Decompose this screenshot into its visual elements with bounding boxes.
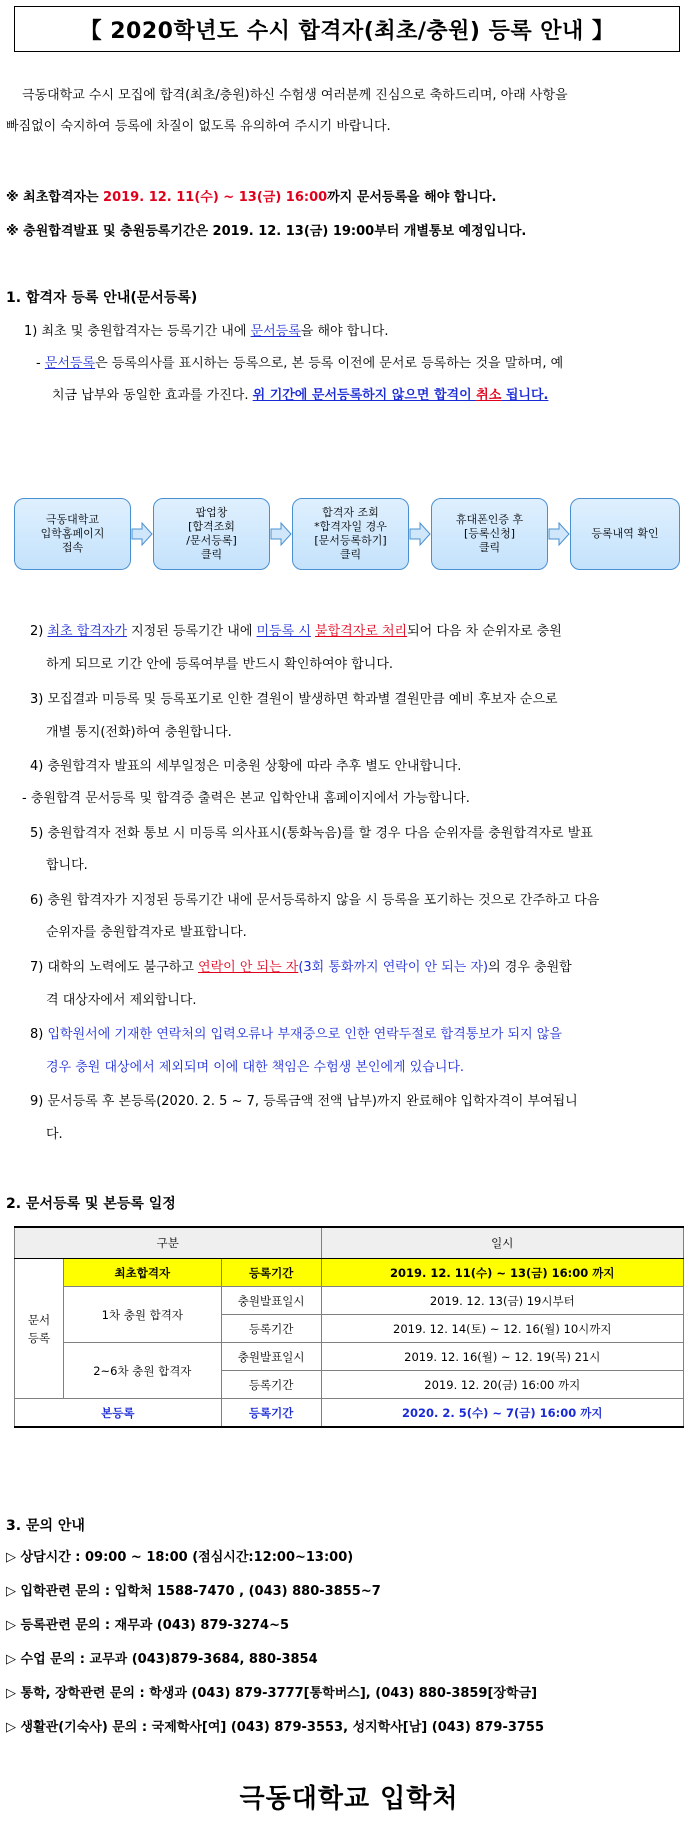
item-2-line-1 bbox=[30, 622, 562, 642]
item-4-line-1: 4) 충원합격자 발표의 세부일정은 미충원 상황에 따라 추후 별도 안내합니다. bbox=[30, 759, 462, 774]
item-5-line-1: 5) 충원합격자 전화 통보 시 미등록 의사표시(통화녹음)를 할 경우 다음 순위자를 충원합격자로 발표 bbox=[30, 826, 593, 841]
contact-registration: ▷ 등록관련 문의 : 재무과 (043) 879-3274~5 bbox=[6, 1618, 290, 1633]
item-6-line-1: 6) 충원 합격자가 지정된 등록기간 내에 문서등록하지 않을 시 등록을 포기하는 것으로 간주하고 다음 bbox=[30, 893, 600, 908]
item-3-line-1: 3) 모집결과 미등록 및 등록포기로 인한 결원이 발생하면 학과별 결원만큼 예비 후보자 순으로 bbox=[30, 692, 558, 707]
flow-step-text: 접속 bbox=[61, 541, 84, 554]
cell-date: 2019. 12. 20(금) 16:00 까지 bbox=[321, 1371, 683, 1399]
cell-type: 충원발표일시 bbox=[221, 1287, 321, 1315]
notice-supplementary: ※ 충원합격발표 및 충원등록기간은 2019. 12. 13(금) 19:00부터 개별통보 예정입니다. bbox=[6, 224, 527, 239]
cancel-warning: 취소 bbox=[476, 388, 502, 403]
item-text: 1) 최초 및 충원합격자는 등록기간 내에 bbox=[24, 324, 251, 339]
notice-text: ※ 최초합격자는 bbox=[6, 190, 104, 205]
doc-registration-link[interactable]: 문서등록 bbox=[250, 324, 301, 339]
contact-academic: ▷ 수업 문의 : 교무과 (043)879-3684, 880-3854 bbox=[6, 1652, 318, 1667]
cell-category: 본등록 bbox=[15, 1399, 222, 1428]
cell-type: 등록기간 bbox=[221, 1259, 321, 1287]
header-ilsi: 일시 bbox=[321, 1227, 683, 1259]
flow-step-1 bbox=[14, 498, 131, 570]
arrow-right-icon bbox=[409, 522, 431, 546]
item-5-line-2: 합니다. bbox=[46, 858, 88, 873]
contact-student-affairs: ▷ 통학, 장학관련 문의 : 학생과 (043) 879-3777[통학버스], (043) 880-3859[장학금] bbox=[6, 1686, 538, 1701]
cell-category: 최초합격자 bbox=[63, 1259, 221, 1287]
footer-signature: 극동대학교 입학처 bbox=[239, 1784, 459, 1814]
table-row bbox=[15, 1259, 684, 1287]
contact-admission: ▷ 입학관련 문의 : 입학처 1588-7470 , (043) 880-3855~7 bbox=[6, 1584, 381, 1599]
intro-line-2: 빠짐없이 숙지하여 등록에 차질이 없도록 유의하여 주시기 바랍니다. bbox=[6, 119, 391, 134]
flow-step-3 bbox=[292, 498, 409, 570]
flow-step-text: 팝업창 bbox=[195, 506, 228, 519]
cell-date: 2020. 2. 5(수) ~ 7(금) 16:00 까지 bbox=[321, 1399, 683, 1428]
arrow-right-icon bbox=[270, 522, 292, 546]
flow-step-text: 클릭 bbox=[478, 541, 501, 554]
cell-date: 2019. 12. 13(금) 19시부터 bbox=[321, 1287, 683, 1315]
contact-dormitory: ▷ 생활관(기숙사) 문의 : 국제학사[여] (043) 879-3553, 성지학사[남] (043) 879-3755 bbox=[6, 1720, 545, 1735]
item-text: 7) 대학의 노력에도 불구하고 bbox=[30, 960, 199, 975]
item-text: 되어 다음 차 순위자로 충원 bbox=[407, 624, 562, 639]
page-title: 【 2020학년도 수시 합격자(최초/충원) 등록 안내 】 bbox=[14, 6, 680, 52]
schedule-table bbox=[14, 1226, 684, 1428]
cell-type: 등록기간 bbox=[221, 1371, 321, 1399]
flow-step-text: 클릭 bbox=[339, 548, 362, 561]
item-text: 의 경우 충원합 bbox=[488, 960, 572, 975]
cell-type: 등록기간 bbox=[221, 1315, 321, 1343]
section1-detail-1 bbox=[36, 354, 563, 374]
warning-text: 됩니다. bbox=[501, 388, 549, 403]
section3-heading: 3. 문의 안내 bbox=[6, 1518, 85, 1534]
notice-deadline: 2019. 12. 11(수) ~ 13(금) 16:00 bbox=[103, 190, 328, 205]
cell-date: 2019. 12. 16(월) ~ 12. 19(목) 21시 bbox=[321, 1343, 683, 1371]
cell-category: 2~6차 충원 합격자 bbox=[63, 1343, 221, 1399]
item-7-line-1 bbox=[30, 958, 572, 978]
flow-step-text: 입학홈페이지 bbox=[40, 527, 105, 540]
item-2-line-2: 하게 되므로 기간 안에 등록여부를 반드시 확인하여야 합니다. bbox=[46, 657, 394, 672]
item-9-line-1: 9) 문서등록 후 본등록(2020. 2. 5 ~ 7, 등록금액 전액 납부)까지 완료해야 입학자격이 부여됩니 bbox=[30, 1094, 578, 1109]
item-9-line-2: 다. bbox=[46, 1127, 63, 1142]
table-header-row bbox=[15, 1227, 684, 1259]
item-text: - bbox=[36, 356, 45, 371]
flow-step-text: 클릭 bbox=[200, 548, 223, 561]
flow-step-4 bbox=[431, 498, 548, 570]
flow-step-text: [등록신청] bbox=[463, 527, 516, 540]
cell-type: 등록기간 bbox=[221, 1399, 321, 1428]
flow-step-text: *합격자일 경우 bbox=[314, 520, 387, 533]
cell-date: 2019. 12. 11(수) ~ 13(금) 16:00 까지 bbox=[321, 1259, 683, 1287]
table-row bbox=[15, 1287, 684, 1315]
unreachable-note: (3회 통화까지 연락이 안 되는 자) bbox=[298, 960, 489, 975]
item-8-line-2: 경우 충원 대상에서 제외되며 이에 대한 책임은 수험생 본인에게 있습니다. bbox=[46, 1060, 465, 1075]
header-gubun: 구분 bbox=[15, 1227, 322, 1259]
contact-warning: 입학원서에 기재한 연락처의 입력오류나 부재중으로 인한 연락두절로 합격통보가 되지 않을 bbox=[47, 1027, 562, 1042]
group-label-1: 문서 bbox=[27, 1312, 51, 1327]
intro-line-1: 극동대학교 수시 모집에 합격(최초/충원)하신 수험생 여러분께 진심으로 축하드리며, 아래 사항을 bbox=[22, 88, 568, 103]
table-row bbox=[15, 1343, 684, 1371]
notice-text: 까지 문서등록을 해야 합니다. bbox=[327, 190, 497, 205]
doc-registration-link[interactable]: 문서등록 bbox=[44, 356, 96, 371]
arrow-right-icon bbox=[131, 522, 153, 546]
flow-step-text: 합격자 조회 bbox=[322, 506, 379, 519]
flow-step-text: /문서등록] bbox=[186, 534, 237, 547]
flow-step-5 bbox=[570, 498, 680, 570]
item-7-line-2: 격 대상자에서 제외합니다. bbox=[46, 993, 197, 1008]
section1-item-1 bbox=[24, 322, 389, 342]
contact-hours: ▷ 상담시간 : 09:00 ~ 18:00 (점심시간:12:00~13:00) bbox=[6, 1550, 354, 1565]
flow-step-text: 등록내역 확인 bbox=[591, 527, 659, 540]
cell-category: 1차 충원 합격자 bbox=[63, 1287, 221, 1343]
item-text: 2) bbox=[30, 624, 48, 639]
arrow-right-icon bbox=[548, 522, 570, 546]
item-8-line-1 bbox=[30, 1025, 562, 1045]
flow-step-text: [문서등록하기] bbox=[314, 534, 387, 547]
flow-step-text: 휴대폰인증 후 bbox=[455, 513, 524, 526]
item-3-line-2: 개별 통지(전화)하여 충원합니다. bbox=[46, 725, 232, 740]
group-doc-registration bbox=[15, 1259, 64, 1399]
item-text: 은 등록의사를 표시하는 등록으로, 본 등록 이전에 문서로 등록하는 것을 말하며, 예 bbox=[95, 356, 564, 371]
notice-first-round bbox=[6, 188, 496, 208]
warning-text: 위 기간에 문서등록하지 않으면 합격이 bbox=[252, 388, 477, 403]
section1-detail-2 bbox=[52, 386, 548, 406]
item-6-line-2: 순위자를 충원합격자로 발표합니다. bbox=[46, 925, 247, 940]
section1-heading: 1. 합격자 등록 안내(문서등록) bbox=[6, 290, 198, 306]
table-row bbox=[15, 1399, 684, 1428]
item-4-line-2: - 충원합격 문서등록 및 합격증 출력은 본교 입학안내 홈페이지에서 가능합니다. bbox=[22, 791, 470, 806]
item-text: 을 해야 합니다. bbox=[300, 324, 389, 339]
first-round-highlight: 최초 합격자가 bbox=[47, 624, 127, 639]
flow-step-2 bbox=[153, 498, 270, 570]
fail-highlight: 불합격자로 처리 bbox=[315, 624, 408, 639]
flow-step-text: [합격조회 bbox=[188, 520, 235, 533]
cell-date: 2019. 12. 14(토) ~ 12. 16(월) 10시까지 bbox=[321, 1315, 683, 1343]
section2-heading: 2. 문서등록 및 본등록 일정 bbox=[6, 1196, 176, 1212]
group-label-2: 등록 bbox=[27, 1330, 51, 1345]
item-text: 지정된 등록기간 내에 bbox=[126, 624, 257, 639]
flow-step-text: 극동대학교 bbox=[45, 513, 100, 526]
item-text: 치금 납부와 동일한 효과를 가진다. bbox=[52, 388, 253, 403]
unregistered-highlight: 미등록 시 bbox=[256, 624, 311, 639]
item-text: 8) bbox=[30, 1027, 48, 1042]
cell-type: 충원발표일시 bbox=[221, 1343, 321, 1371]
unreachable-highlight: 연락이 안 되는 자 bbox=[198, 960, 299, 975]
